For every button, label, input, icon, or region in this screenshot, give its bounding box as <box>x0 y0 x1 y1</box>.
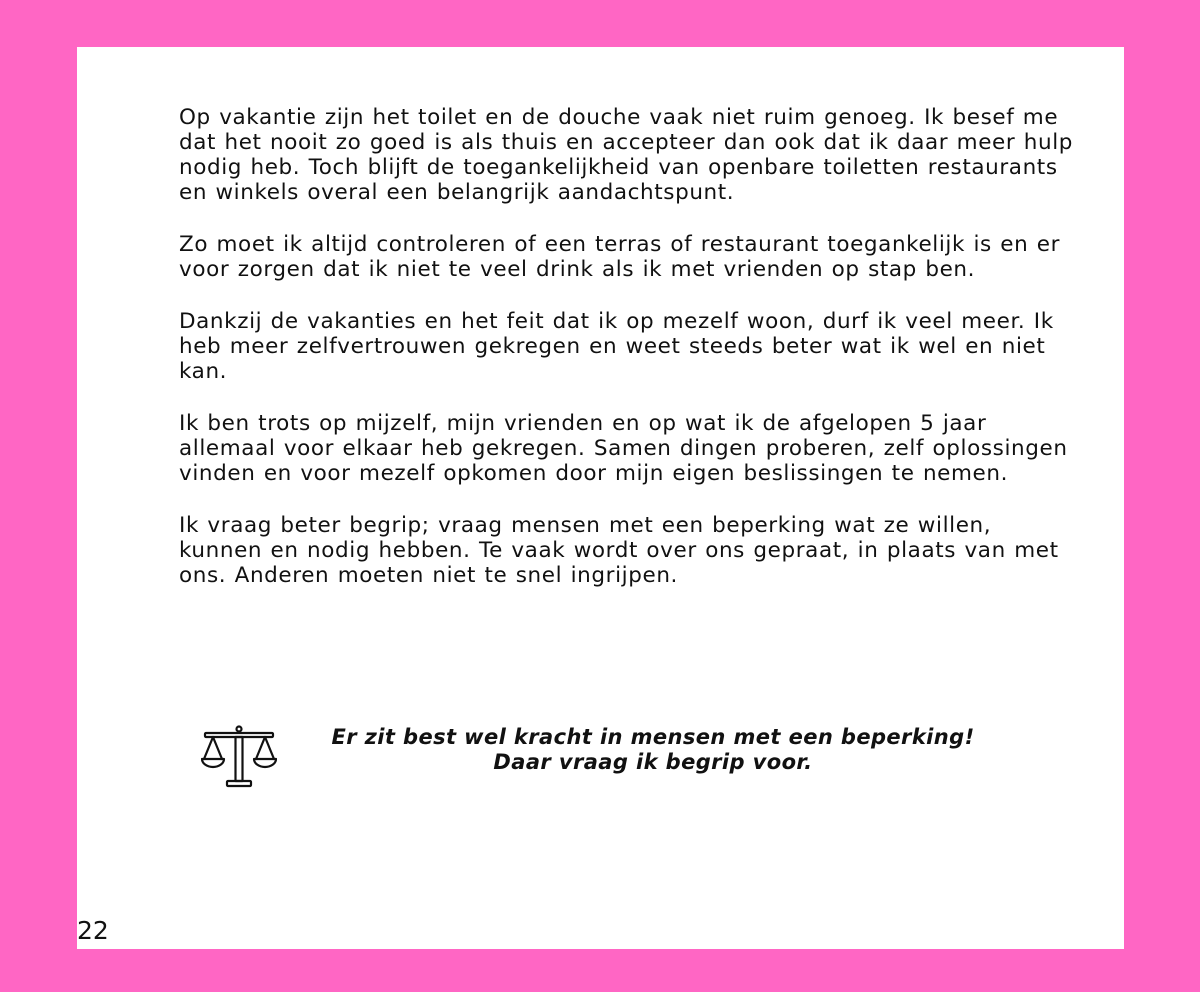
quote-callout <box>201 725 1021 795</box>
paragraph-3: Dankzij de vakanties en het feit dat ik op mezelf woon, durf ik veel meer. Ik heb meer zelfvertrouwen gekregen en weet steeds beter wat ik wel en niet kan. <box>179 309 1054 384</box>
quote-text: Er zit best wel kracht in mensen met een beperking! Daar vraag ik begrip voor. <box>331 725 975 774</box>
scale-of-justice-icon <box>201 725 277 791</box>
paragraph-1: Op vakantie zijn het toilet en de douche vaak niet ruim genoeg. Ik besef me dat het nooit zo goed is als thuis en accepteer dan ook dat ik daar meer hulp nodig heb. Toch blijft de toegankelijkheid van openbare toiletten restaurants en winkels overal een belangrijk aandachtspunt. <box>179 105 1074 205</box>
page-number: 22 <box>77 916 109 945</box>
body-text <box>179 105 1079 615</box>
paragraph-2: Zo moet ik altijd controleren of een terras of restaurant toegankelijk is en er voor zorgen dat ik niet te veel drink als ik met vrienden op stap ben. <box>179 232 1061 282</box>
paragraph-4: Ik ben trots op mijzelf, mijn vrienden en op wat ik de afgelopen 5 jaar allemaal voor elkaar heb gekregen. Samen dingen proberen, zelf oplossingen vinden en voor mezelf opkomen door mijn eigen beslissingen te nemen. <box>179 411 1068 486</box>
page <box>77 47 1124 949</box>
paragraph-5: Ik vraag beter begrip; vraag mensen met een beperking wat ze willen, kunnen en nodig hebben. Te vaak wordt over ons gepraat, in plaats van met ons. Anderen moeten niet te snel ingrijpen. <box>179 513 1059 588</box>
